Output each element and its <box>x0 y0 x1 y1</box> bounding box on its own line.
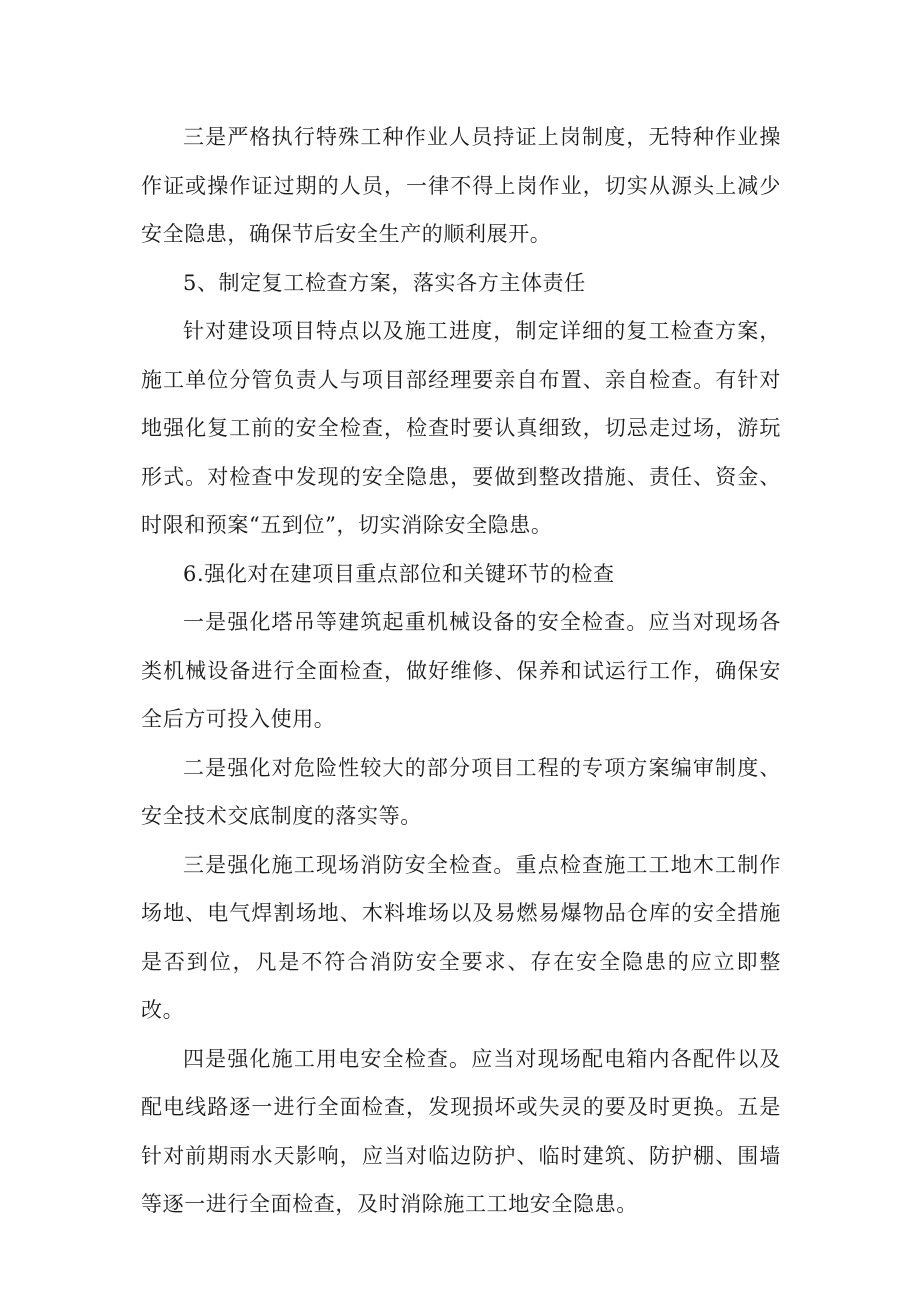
paragraph-resumption-plan: 针对建设项目特点以及施工进度，制定详细的复工检查方案，施工单位分管负责人与项目部经理要亲自布置、亲自检查。有针对地强化复工前的安全检查，检查时要认真细致，切忌走过场，游玩形式。对检查中发现的安全隐患，要做到整改措施、责任、资金、时限和预案“五到位”，切实消除安全隐患。 <box>141 319 781 537</box>
section-heading-6: 6.强化对在建项目重点部位和关键环节的检查 <box>183 561 615 586</box>
paragraph-special-workers: 三是严格执行特殊工种作业人员持证上岗制度，无特种作业操作证或操作证过期的人员，一律不得上岗作业，切实从源头上减少安全隐患，确保节后安全生产的顺利展开。 <box>141 125 781 246</box>
section-heading-5: 5、制定复工检查方案，落实各方主体责任 <box>183 270 586 295</box>
paragraph-electrical-safety: 四是强化施工用电安全检查。应当对现场配电箱内各配件以及配电线路逐一进行全面检查，发现损坏或失灵的要及时更换。五是针对前期雨水天影响，应当对临边防护、临时建筑、防护棚、围墙等逐一进行全面检查，及时消除施工工地安全隐患。 <box>141 1046 781 1216</box>
paragraph-hazardous-projects: 二是强化对危险性较大的部分项目工程的专项方案编审制度、安全技术交底制度的落实等。 <box>141 755 781 828</box>
paragraph-crane-inspection: 一是强化塔吊等建筑起重机械设备的安全检查。应当对现场各类机械设备进行全面检查，做好维修、保养和试运行工作，确保安全后方可投入使用。 <box>141 610 781 731</box>
document-body <box>141 113 781 1229</box>
paragraph-fire-safety: 三是强化施工现场消防安全检查。重点检查施工工地木工制作场地、电气焊割场地、木料堆场以及易燃易爆物品仓库的安全措施是否到位，凡是不符合消防安全要求、存在安全隐患的应立即整改。 <box>141 852 781 1022</box>
